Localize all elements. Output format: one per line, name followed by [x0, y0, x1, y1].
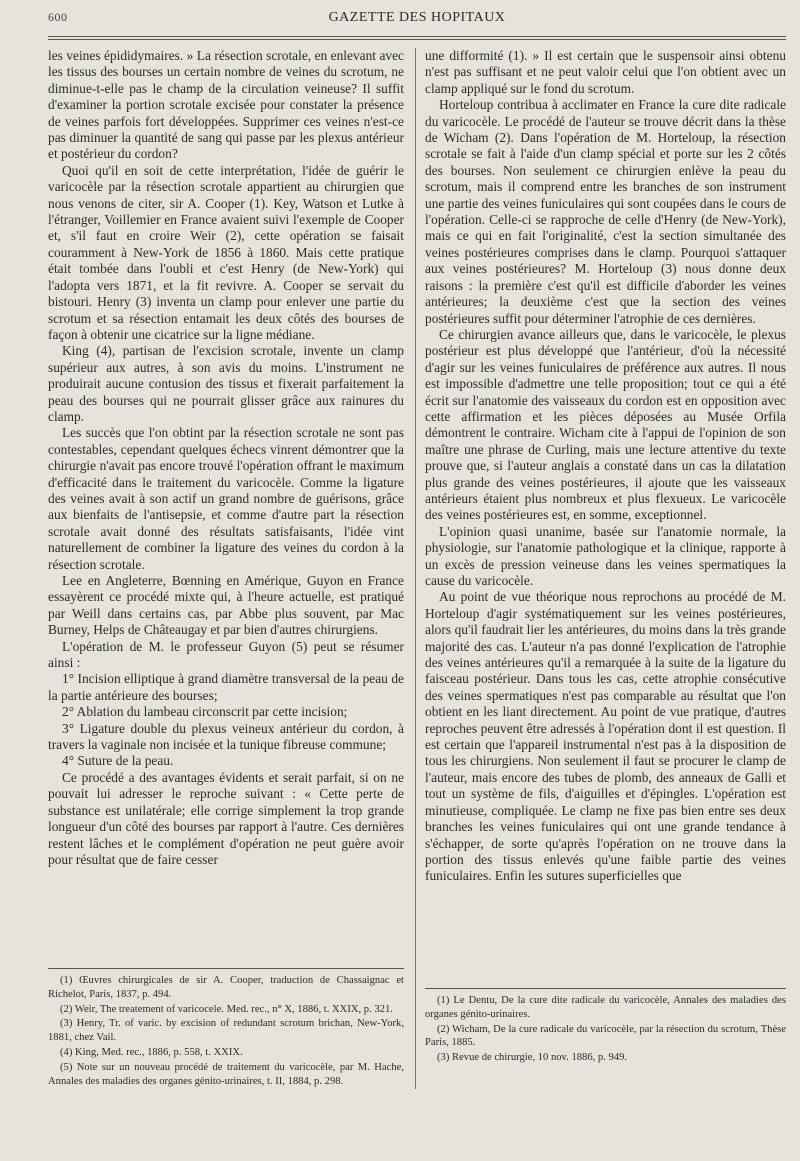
left-footnotes	[48, 974, 404, 1088]
paragraph: 4° Suture de la peau.	[62, 753, 174, 769]
paragraph: 2° Ablation du lambeau circonscrit par cette incision;	[62, 704, 348, 720]
paragraph: King (4), partisan de l'excision scrotale, invente un clamp supérieur aux autres, à son avis du moins. L'instrument ne produirait aucune contusion des tissus et fixerait parfaitement la peau des bourses qui ne pourrait glisser grâce aux rainures du clamp.	[48, 343, 404, 424]
left-column	[48, 48, 415, 1089]
footnote: (1) Le Dentu, De la cure dite radicale du varicocèle, Annales des maladies des organes génito-urinaires.	[425, 995, 786, 1020]
paragraph: Horteloup contribua à acclimater en France la cure dite radicale du varicocèle. Le procédé de l'auteur se trouve décrit dans la thèse de Wicham (2). Dans l'opération de M. Horteloup, la résection scrotale se fait à l'aide d'un clamp spécial et porte sur les 2 côtés des bourses. Non seulement ce chirurgien enlève la peau du scrotum, mais il comprend entre les branches de son instrument une partie des veines funiculaires qui sont coupées dans le cours de l'opération. Celle-ci se rapproche de celle d'Henry (de New-York), mais ce qui en fait l'originalité, c'est la section simultanée des veines postérieures comprises dans le clamp. Pourquoi s'attaquer aux veines postérieures? M. Horteloup (3) nous donne deux raisons : la première c'est qu'il est difficile d'aborder les veines antérieures; la deuxième c'est que la section des veines postérieures suffit pour déterminer l'atrophie de ces dernières.	[425, 97, 786, 326]
page-header	[48, 10, 786, 34]
right-footnotes	[425, 994, 786, 1065]
paragraph: Au point de vue théorique nous reprochons au procédé de M. Horteloup d'agir systématiquement sur les veines postérieures, alors qu'il faudrait lier les antérieures, du moins dans la très grande majorité des cas. L'auteur n'a pas donné l'explication de l'atrophie des veines antérieures qu'il a remarquée à la suite de la ligature du faisceau postérieur. Dans tous les cas, cette atrophie consécutive des veines spermatiques n'est pas comparable au résultat que l'on obtient en les liant directement. Au point de vue pratique, d'autres reproches peuvent être adressés à l'opération dont il est question. Il est certain que l'appareil instrumental n'est pas à la disposition de tous les chirurgiens. Non seulement il faut se procurer le clamp de l'auteur, mais encore des tubes de plomb, des anneaux de Galli et tout un système de fils, d'aiguilles et d'épingles. L'opération est minutieuse, compliquée. Le clamp ne fixe pas bien entre ses deux branches les veines funiculaires qui ont une grande tendance à s'échapper, de sorte qu'après l'opération on ne trouve dans la portion des tissus enlevés qu'une faible partie des veines funiculaires. Enfin les sutures superficielles que	[425, 589, 786, 884]
page-number: 600	[48, 10, 68, 24]
footnote: (1) Œuvres chirurgicales de sir A. Cooper, traduction de Chassaignac et Richelot, Paris, 1837, p. 494.	[48, 975, 404, 1000]
footnote-rule	[425, 988, 786, 989]
footnote: (4) King, Med. rec., 1886, p. 558, t. XXIX.	[60, 1046, 243, 1058]
paragraph: une difformité (1). » Il est certain que le suspensoir ainsi obtenu n'est pas suffisant et ne peut valoir celui que l'on obtient avec un clamp appliqué sur le fond du scrotum.	[425, 48, 786, 96]
left-column-text	[48, 48, 404, 958]
paragraph: Ce chirurgien avance ailleurs que, dans le varicocèle, le plexus postérieur est plus développé que l'antérieur, d'où la nécessité d'agir sur les veines funiculaires de préférence aux autres. Il nous est impossible d'admettre une telle proposition; tout ce qui a été écrit sur l'anatomie des vaisseaux du cordon est en opposition avec cette affirmation et les pièces déposées au Musée Orfila démontrent le contraire. Wicham cite à l'appui de l'opinion de son maître une phrase de Curling, mais une lecture attentive du texte prouve que, si l'auteur anglais a constaté dans un cas la dilatation plus grande des veines postérieures, il ajoute que les vaisseaux antérieurs étaient plus nombreux et plus flexueux. Le varicocèle des veines postérieures est, en somme, exceptionnel.	[425, 326, 786, 523]
header-rule	[48, 36, 786, 40]
footnote-rule	[48, 968, 404, 969]
footnote: (3) Henry, Tr. of varic. by excision of redundant scrotum brichan, New-York, 1881, chez Vail.	[48, 1018, 404, 1044]
running-title: GAZETTE DES HOPITAUX	[328, 10, 506, 25]
paragraph: L'opération de M. le professeur Guyon (5) peut se résumer ainsi :	[48, 638, 404, 671]
paragraph: 3° Ligature double du plexus veineux antérieur du cordon, à travers la vaginale non incisée et la tunique fibreuse commune;	[48, 720, 404, 753]
footnote: (3) Revue de chirurgie, 10 nov. 1886, p. 949.	[437, 1052, 628, 1064]
paragraph: L'opinion quasi unanime, basée sur l'anatomie normale, la physiologie, sur l'anatomie pathologique et la clinique, rapporte à un excès de pression veineuse dans les veines spermatiques la cause du varicocèle.	[425, 523, 786, 588]
footnote: (5) Note sur un nouveau procédé de traitement du varicocèle, par M. Hache, Annales des maladies des organes génito-urinaires, t. II, 1884, p. 298.	[48, 1061, 404, 1087]
footnote: (2) Weir, The treatement of varicocele. Med. rec., n° X, 1886, t. XXIX, p. 321.	[60, 1003, 393, 1015]
right-column-text	[425, 48, 786, 978]
paragraph: Les succès que l'on obtint par la résection scrotale ne sont pas contestables, cependant quelques échecs vinrent démontrer que la chirurgie n'avait pas encore trouvé l'opération offrant le maximum d'efficacité dans le traitement du varicocèle. Comme la ligature des veines avait à son actif un grand nombre de guérisons, grâce aux bienfaits de l'antisepsie, et comme d'autre part la résection scrotale avait donné des résultats satisfaisants, l'idée vint naturellement de combiner la ligature des veines du cordon à la résection scrotale.	[48, 425, 404, 572]
two-column-body	[48, 48, 786, 1089]
right-column	[415, 48, 786, 1089]
paragraph: Lee en Angleterre, Bœnning en Amérique, Guyon en France essayèrent ce procédé mixte qui, à l'heure actuelle, est pratiqué par Weill dans certains cas, par Abbe plus souvent, par Mac Burney, Helps de Châteaugay et par bien d'autres chirurgiens.	[48, 573, 404, 638]
footnote: (2) Wicham, De la cure radicale du varicocèle, par la résection du scrotum, Thèse Paris, 1885.	[425, 1023, 786, 1049]
paragraph: 1° Incision elliptique à grand diamètre transversal de la peau de la partie antérieure des bourses;	[48, 671, 404, 703]
paragraph: Quoi qu'il en soit de cette interprétation, l'idée de guérir le varicocèle par la résection scrotale appartient au chirurgien que nous venons de citer, sir A. Cooper (1). Key, Watson et Lutke à l'étranger, Voillemier en France avaient suivi l'exemple de Cooper et, s'il faut en croire Weir (2), cette opération se faisait couramment à New-York de 1856 à 1860. Mais cette pratique était tombée dans l'oubli et c'est Henry (de New-York) qui l'adopta vers 1871, et la fit revivre. A. Cooper se servait du bistouri. Henry (3) inventa un clamp pour enlever une partie du scrotum et sa résection entamait les deux côtés des bourses de façon à obtenir une cicatrice sur la ligne médiane.	[48, 162, 404, 342]
paragraph: Ce procédé a des avantages évidents et serait parfait, si on ne pouvait lui adresser le reproche suivant : « Cette perte de substance est unilatérale; elle corrige simplement la trop grande longueur d'un côté des bourses par rapport à l'autre. Ces dernières restent lâches et le complément d'opération ne peut guère avoir pour résultat que de faire cesser	[48, 769, 404, 867]
paragraph: les veines épididymaires. » La résection scrotale, en enlevant avec les tissus des bourses un certain nombre de veines du scrotum, ne diminue-t-elle pas le champ de la circulation veineuse? Il suffit d'examiner la portion scrotale excisée pour constater la présence de veines parfois fort développées. Supprimer ces veines n'est-ce pas diminuer la quantité de sang qui passe par les plexus antérieur et postérieur du cordon?	[48, 48, 404, 162]
